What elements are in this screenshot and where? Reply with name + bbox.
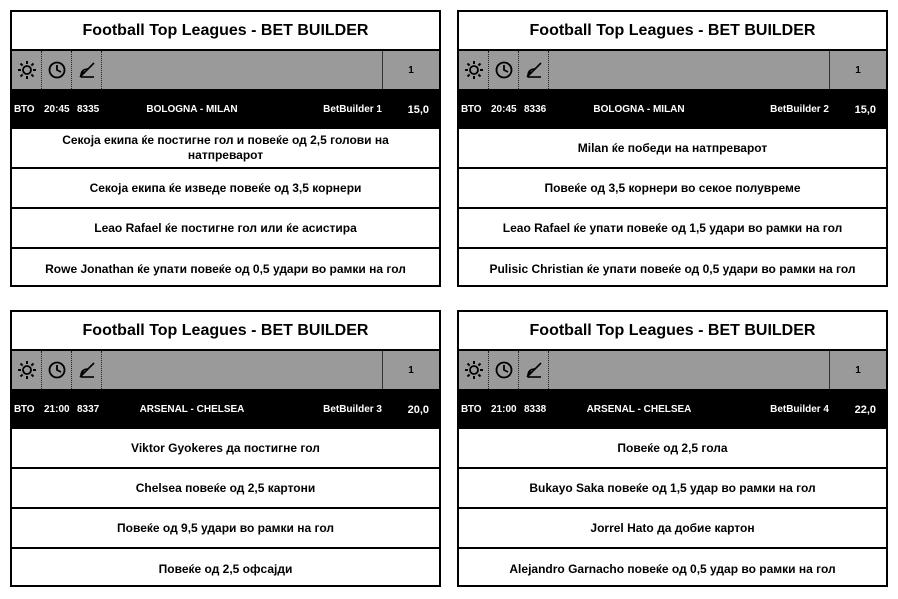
selection-row: Повеќе од 2,5 гола	[459, 429, 886, 469]
toolbar-spacer	[549, 351, 830, 389]
match-day: ВТО	[461, 404, 482, 415]
selection-row: Повеќе од 9,5 удари во рамки на гол	[12, 509, 439, 549]
selection-row: Jorrel Hato да добие картон	[459, 509, 886, 549]
odd-value: 22,0	[854, 403, 876, 416]
match-day: ВТО	[461, 104, 482, 115]
no-signal-icon	[519, 351, 549, 389]
odd-header: 1	[855, 64, 861, 76]
match-code: 8338	[524, 404, 547, 415]
odd-header: 1	[855, 364, 861, 376]
match-bar	[12, 390, 439, 429]
builder-label: BetBuilder 3	[323, 404, 382, 415]
selection-row: Секоја екипа ќе изведе повеќе од 3,5 корнери	[12, 169, 439, 209]
selection-row: Секоја екипа ќе постигне гол и повеќе од 2,5 голови на натпреварот	[12, 129, 439, 169]
bet-builder-card	[10, 310, 441, 587]
card-title: Football Top Leagues - BET BUILDER	[12, 312, 439, 351]
match-teams: BOLOGNA - MILAN	[593, 104, 685, 115]
selection-row: Chelsea повеќе од 2,5 картони	[12, 469, 439, 509]
clock-icon	[42, 51, 72, 89]
selection-row: Pulisic Christian ќе упати повеќе од 0,5 удари во рамки на гол	[489, 261, 856, 276]
builder-label: BetBuilder 2	[770, 104, 829, 115]
match-time: 20:45	[44, 104, 70, 115]
selection-row: Rowe Jonathan ќе упати повеќе од 0,5 удари во рамки на гол	[45, 261, 406, 276]
toolbar-spacer	[102, 51, 383, 89]
toolbar-spacer	[102, 351, 383, 389]
match-bar	[459, 390, 886, 429]
sun-icon	[459, 51, 489, 89]
odd-value: 15,0	[854, 103, 876, 116]
selection-row: Alejandro Garnacho повеќе од 0,5 удар во рамки на гол	[509, 561, 836, 576]
toolbar	[12, 51, 439, 90]
selection-row: Bukayo Saka повеќе од 1,5 удар во рамки на гол	[459, 469, 886, 509]
no-signal-icon	[72, 51, 102, 89]
card-title: Football Top Leagues - BET BUILDER	[12, 12, 439, 51]
match-day: ВТО	[14, 104, 35, 115]
match-teams: ARSENAL - CHELSEA	[139, 404, 245, 415]
bet-builder-card	[457, 310, 888, 587]
selection-row: Leao Rafael ќе постигне гол или ќе асистира	[12, 209, 439, 249]
match-code: 8335	[77, 104, 100, 115]
card-title: Football Top Leagues - BET BUILDER	[459, 312, 886, 351]
sun-icon	[12, 351, 42, 389]
odd-value: 20,0	[407, 403, 429, 416]
odd-header: 1	[408, 364, 414, 376]
no-signal-icon	[519, 51, 549, 89]
no-signal-icon	[72, 351, 102, 389]
match-bar	[12, 90, 439, 129]
clock-icon	[42, 351, 72, 389]
toolbar-spacer	[549, 51, 830, 89]
builder-label: BetBuilder 4	[770, 404, 829, 415]
clock-icon	[489, 351, 519, 389]
selection-row: Повеќе од 3,5 корнери во секое полувреме	[459, 169, 886, 209]
card-title: Football Top Leagues - BET BUILDER	[459, 12, 886, 51]
toolbar	[12, 351, 439, 390]
odd-value: 15,0	[407, 103, 429, 116]
match-time: 20:45	[491, 104, 517, 115]
match-day: ВТО	[14, 404, 35, 415]
selection-row: Milan ќе победи на натпреварот	[459, 129, 886, 169]
odd-header: 1	[408, 64, 414, 76]
match-teams: ARSENAL - CHELSEA	[586, 404, 692, 415]
selection-row: Leao Rafael ќе упати повеќе од 1,5 удари во рамки на гол	[459, 209, 886, 249]
bet-builder-card	[457, 10, 888, 287]
clock-icon	[489, 51, 519, 89]
match-code: 8336	[524, 104, 547, 115]
selection-row: Повеќе од 2,5 офсајди	[158, 561, 293, 576]
builder-label: BetBuilder 1	[323, 104, 382, 115]
sun-icon	[459, 351, 489, 389]
bet-builder-card	[10, 10, 441, 287]
match-time: 21:00	[491, 404, 517, 415]
selection-row: Viktor Gyokeres да постигне гол	[12, 429, 439, 469]
toolbar	[459, 51, 886, 90]
match-time: 21:00	[44, 404, 70, 415]
match-bar	[459, 90, 886, 129]
match-teams: BOLOGNA - MILAN	[146, 104, 238, 115]
sun-icon	[12, 51, 42, 89]
toolbar	[459, 351, 886, 390]
match-code: 8337	[77, 404, 100, 415]
